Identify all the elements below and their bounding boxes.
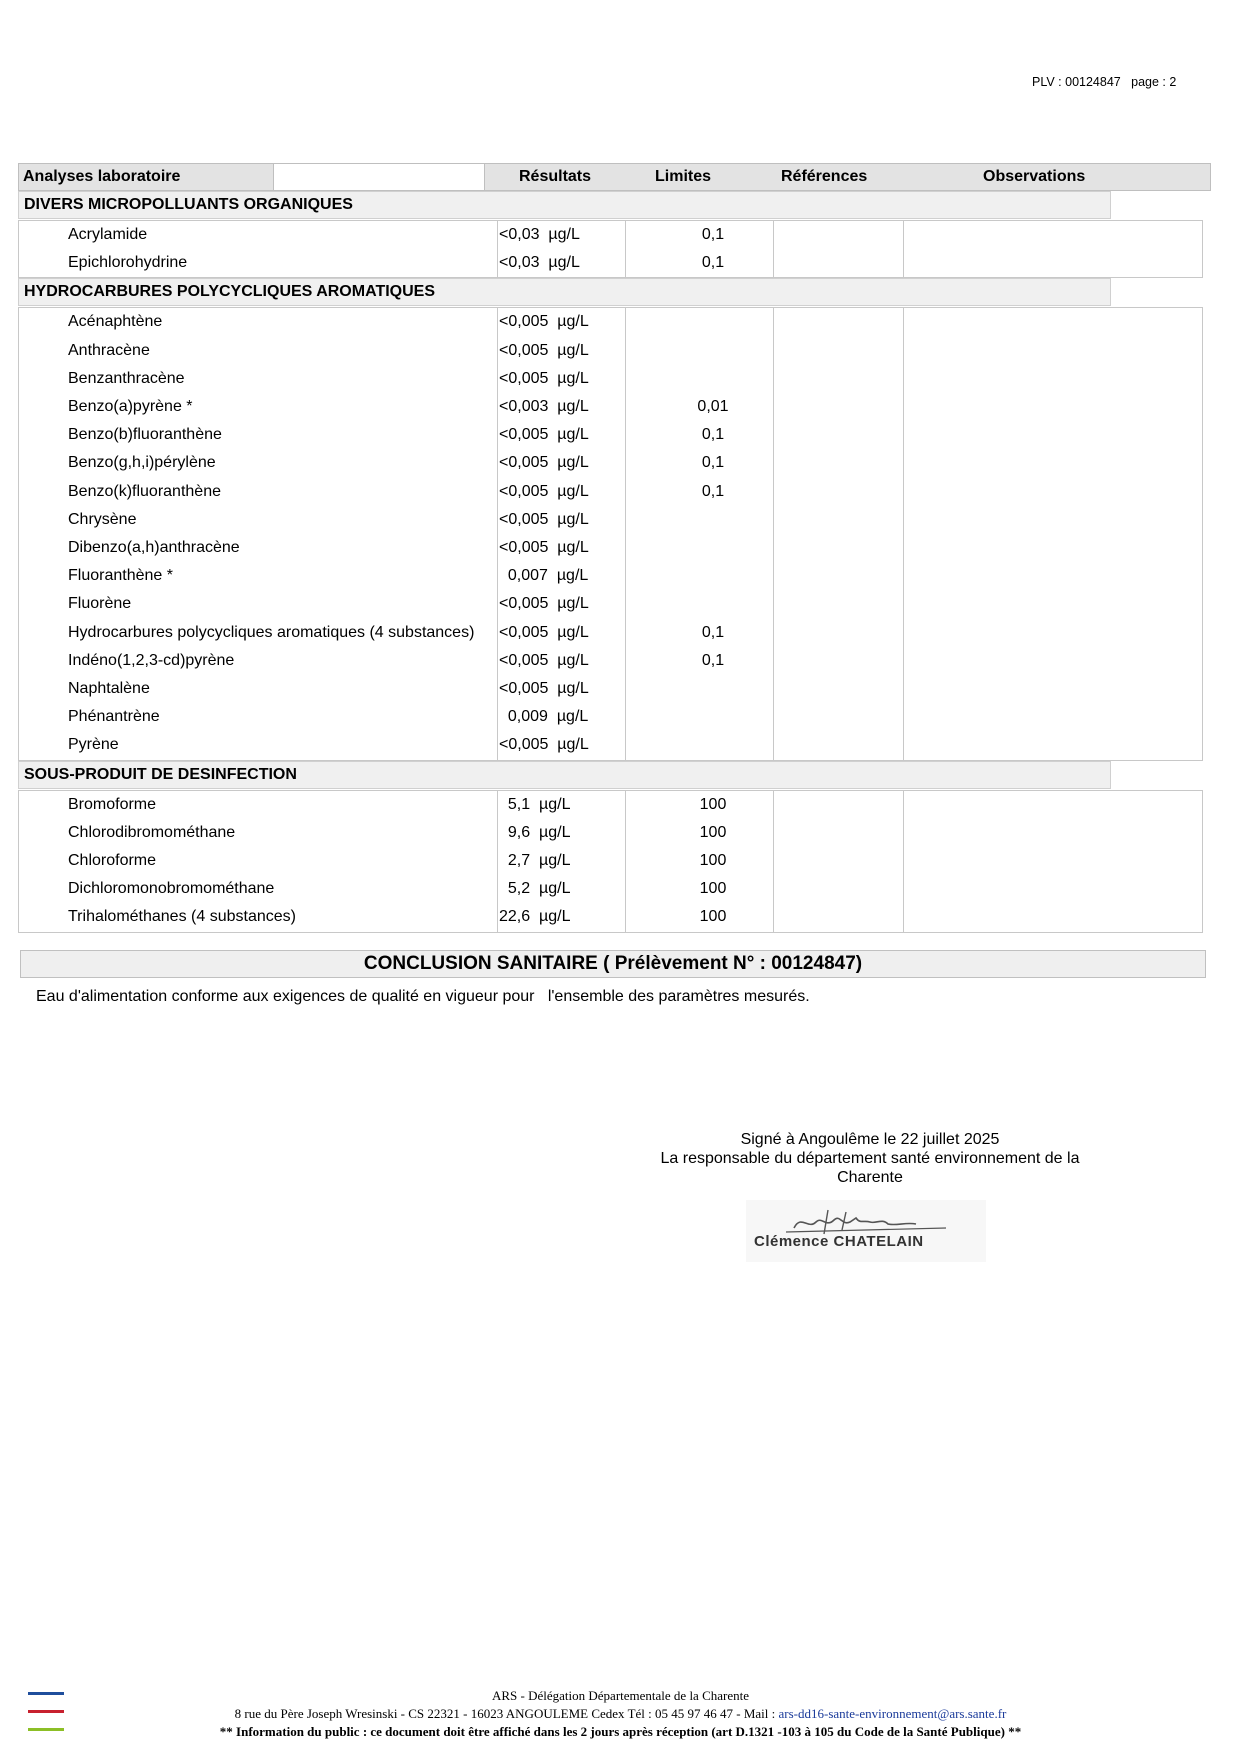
parameter-result: <0,005 µg/L — [499, 595, 589, 613]
parameter-result: <0,005 µg/L — [499, 623, 589, 641]
parameter-name: Chloroforme — [68, 851, 157, 869]
parameter-name: Chrysène — [68, 510, 137, 528]
table-row — [19, 903, 1202, 931]
signature-place-date: Signé à Angoulême le 22 juillet 2025 — [740, 1131, 1000, 1148]
table-row — [19, 703, 1202, 731]
footer-notice: ** Information du public : ce document doit être affiché dans les 2 jours après réception (art D.1321 -103 à 105 du Code de la Santé Publique) ** — [219, 1724, 1022, 1739]
header-analyses: Analyses laboratoire — [23, 168, 181, 185]
parameter-result: <0,005 µg/L — [499, 510, 589, 528]
table-row — [19, 249, 1202, 277]
parameter-limit: 0,1 — [701, 651, 725, 669]
parameter-limit: 0,1 — [701, 426, 725, 444]
table-row — [19, 647, 1202, 675]
parameter-name: Naphtalène — [68, 679, 150, 697]
header-resultats: Résultats — [519, 168, 592, 185]
section-title: SOUS-PRODUIT DE DESINFECTION — [18, 761, 1111, 789]
signature-role: La responsable du département santé environnement de la — [660, 1150, 1080, 1167]
parameter-result: <0,005 µg/L — [499, 313, 589, 331]
parameter-result: <0,003 µg/L — [499, 397, 589, 415]
parameter-name: Anthracène — [68, 341, 150, 359]
parameter-limit: 100 — [699, 880, 727, 898]
page-reference: PLV : 00124847 page : 2 — [1032, 75, 1177, 89]
parameter-result: <0,005 µg/L — [499, 482, 589, 500]
parameter-result: 0,009 µg/L — [499, 708, 589, 726]
parameter-name: Chlorodibromométhane — [68, 823, 236, 841]
parameter-name: Acrylamide — [68, 226, 148, 243]
table-row — [19, 449, 1202, 477]
parameter-result: 22,6 µg/L — [499, 908, 571, 926]
parameter-limit: 0,1 — [701, 226, 725, 243]
parameter-result: 2,7 µg/L — [499, 851, 571, 869]
parameter-name: Pyrène — [68, 736, 119, 754]
parameter-name: Phénantrène — [68, 708, 160, 726]
table-row — [19, 393, 1202, 421]
parameter-result: <0,03 µg/L — [499, 226, 580, 243]
parameter-result: <0,005 µg/L — [499, 426, 589, 444]
signature-block — [640, 1130, 1100, 1187]
section-title: DIVERS MICROPOLLUANTS ORGANIQUES — [18, 191, 1111, 219]
table-row — [19, 365, 1202, 393]
signatory-name: Clémence CHATELAIN — [754, 1233, 924, 1250]
footer-address-text: 8 rue du Père Joseph Wresinski - CS 22321 - 16023 ANGOULEME Cedex Tél : 05 45 97 46 47 - Mail : — [234, 1706, 779, 1721]
table-row — [19, 791, 1202, 819]
footer-address — [0, 1705, 1241, 1723]
table-row — [19, 421, 1202, 449]
parameter-result: <0,005 µg/L — [499, 651, 589, 669]
parameter-name: Benzo(a)pyrène * — [68, 397, 193, 415]
parameter-result: <0,03 µg/L — [499, 254, 580, 272]
parameter-limit: 0,1 — [701, 482, 725, 500]
header-references: Références — [781, 168, 868, 185]
table-row — [19, 506, 1202, 534]
table-row — [19, 731, 1202, 759]
table-header — [18, 163, 1211, 191]
parameter-limit: 100 — [699, 795, 727, 813]
signature-role-cont: Charente — [837, 1169, 903, 1186]
parameter-name: Benzo(k)fluoranthène — [68, 482, 221, 500]
parameter-result: <0,005 µg/L — [499, 454, 589, 472]
header-observations: Observations — [983, 168, 1086, 185]
parameter-name: Trihalométhanes (4 substances) — [68, 908, 296, 926]
parameter-result: 5,2 µg/L — [499, 880, 571, 898]
parameter-limit: 100 — [699, 851, 727, 869]
parameter-name: Benzo(g,h,i)pérylène — [68, 454, 216, 472]
parameter-name: Benzo(b)fluoranthène — [68, 426, 222, 444]
parameter-name: Indéno(1,2,3-cd)pyrène — [68, 651, 235, 669]
section-rows — [18, 790, 1203, 933]
parameter-result: <0,005 µg/L — [499, 679, 589, 697]
table-row — [19, 308, 1202, 336]
footer — [0, 1687, 1241, 1741]
table-row — [19, 534, 1202, 562]
parameter-name: Benzanthracène — [68, 369, 185, 387]
table-row — [19, 875, 1202, 903]
conclusion-text: Eau d'alimentation conforme aux exigences de qualité en vigueur pour l'ensemble des paramètres mesurés. — [36, 988, 810, 1005]
table-row — [19, 562, 1202, 590]
parameter-result: <0,005 µg/L — [499, 736, 589, 754]
header-blank-cell — [273, 164, 485, 190]
section-rows — [18, 220, 1203, 278]
parameter-result: 0,007 µg/L — [499, 567, 589, 585]
parameter-limit: 0,1 — [701, 254, 725, 272]
parameter-result: <0,005 µg/L — [499, 538, 589, 556]
parameter-result: 5,1 µg/L — [499, 795, 571, 813]
parameter-name: Epichlorohydrine — [68, 254, 188, 272]
parameter-name: Dibenzo(a,h)anthracène — [68, 538, 240, 556]
parameter-limit: 100 — [699, 823, 727, 841]
parameter-limit: 0,1 — [701, 454, 725, 472]
table-row — [19, 847, 1202, 875]
parameter-name: Hydrocarbures polycycliques aromatiques (4 substances) — [68, 623, 475, 641]
handwritten-signature-icon — [746, 1200, 986, 1262]
section-title: HYDROCARBURES POLYCYCLIQUES AROMATIQUES — [18, 278, 1111, 306]
signature-stamp — [746, 1200, 986, 1262]
parameter-name: Dichloromonobromométhane — [68, 880, 275, 898]
table-row — [19, 819, 1202, 847]
table-row — [19, 478, 1202, 506]
conclusion-title: CONCLUSION SANITAIRE ( Prélèvement N° : 00124847) — [20, 950, 1206, 978]
parameter-limit: 100 — [699, 908, 727, 926]
parameter-limit: 0,01 — [697, 397, 729, 415]
table-row — [19, 590, 1202, 618]
parameter-name: Fluorène — [68, 595, 132, 613]
header-limites: Limites — [655, 168, 712, 185]
parameter-name: Acénaphtène — [68, 313, 163, 331]
footer-mail-link[interactable]: ars-dd16-sante-environnement@ars.sante.fr — [778, 1706, 1007, 1721]
parameter-name: Fluoranthène * — [68, 567, 173, 585]
parameter-result: <0,005 µg/L — [499, 369, 589, 387]
table-row — [19, 675, 1202, 703]
parameter-result: <0,005 µg/L — [499, 341, 589, 359]
section-rows — [18, 307, 1203, 760]
footer-ars: ARS - Délégation Départementale de la Charente — [491, 1688, 749, 1703]
table-row — [19, 221, 1202, 249]
parameter-result: 9,6 µg/L — [499, 823, 571, 841]
table-row — [19, 619, 1202, 647]
parameter-name: Bromoforme — [68, 795, 157, 813]
table-row — [19, 337, 1202, 365]
parameter-limit: 0,1 — [701, 623, 725, 641]
